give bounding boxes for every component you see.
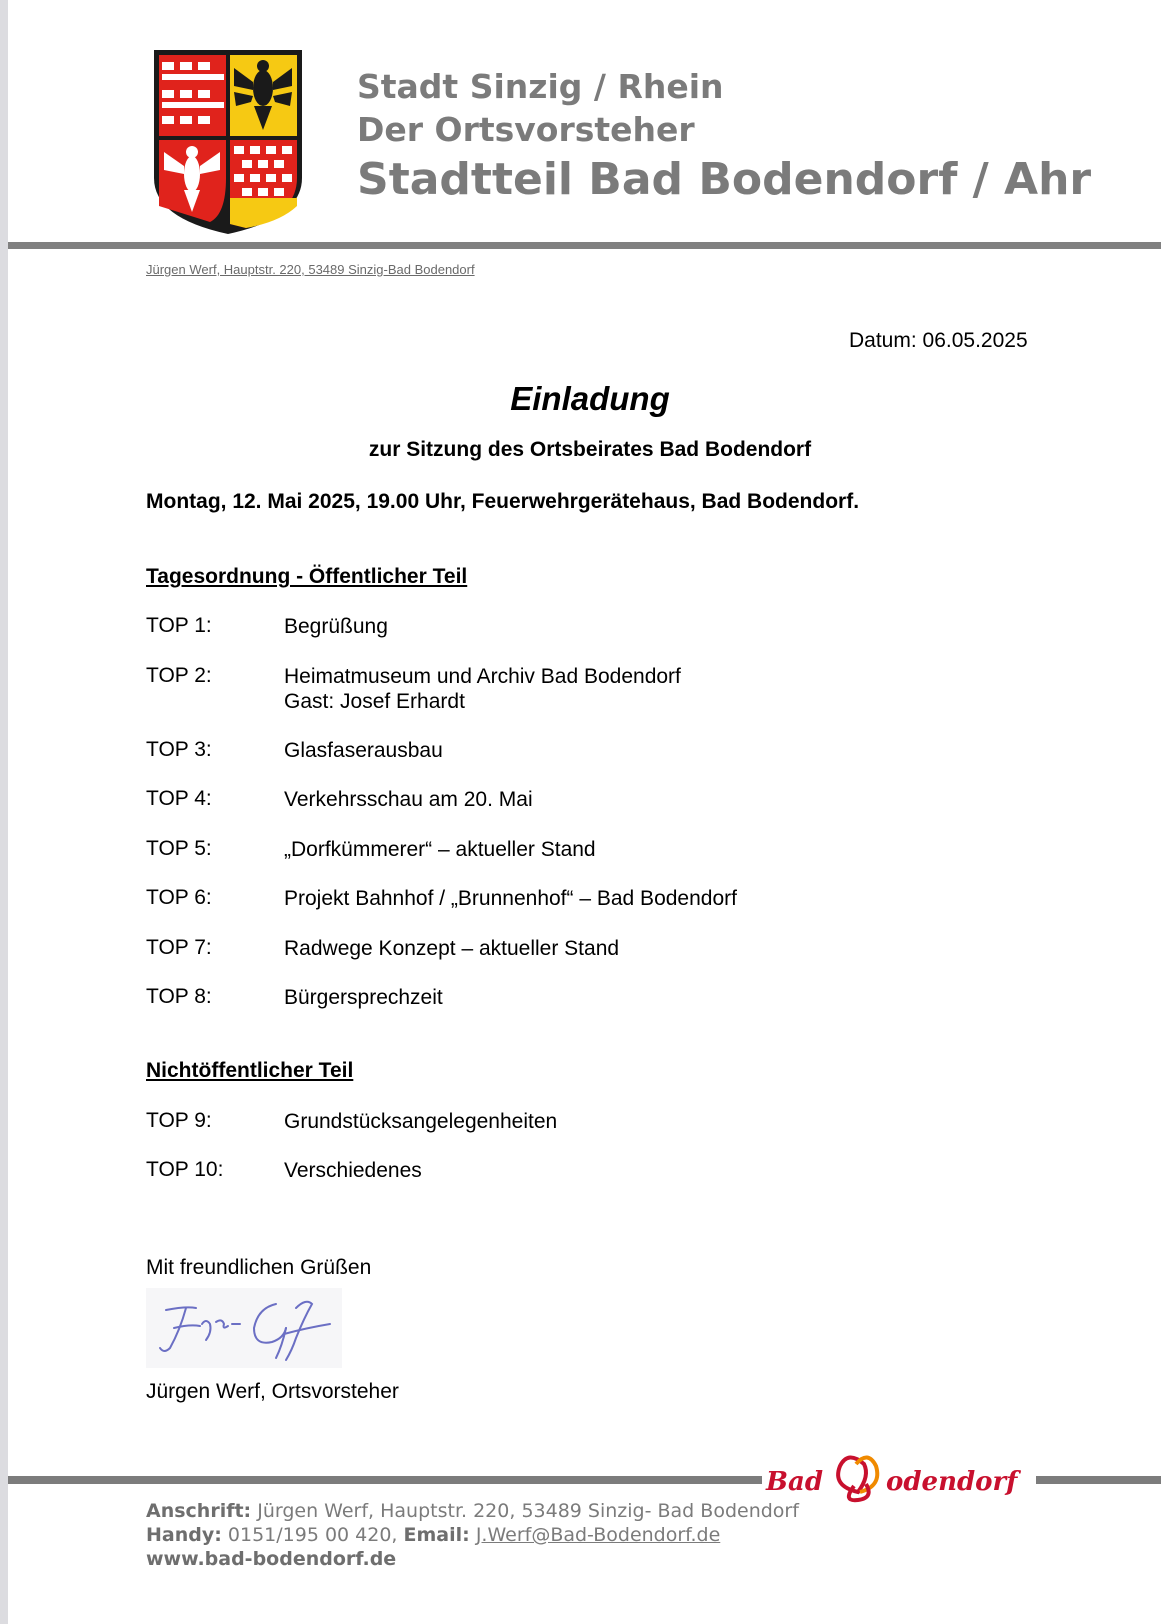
agenda-item-number: TOP 2: [146,664,212,687]
meeting-details: Montag, 12. Mai 2025, 19.00 Uhr, Feuerwehrgerätehaus, Bad Bodendorf. [146,490,860,513]
agenda-item-text: Verkehrsschau am 20. Mai [284,788,533,811]
agenda-item-number: TOP 8: [146,985,212,1008]
private-agenda-heading: Nichtöffentlicher Teil [146,1059,354,1082]
agenda-item-number: TOP 5: [146,837,212,860]
bad-bodendorf-logo [762,1446,1036,1506]
sender-address-line: Jürgen Werf, Hauptstr. 220, 53489 Sinzig-Bad Bodendorf [146,262,475,277]
letterhead-district: Stadtteil Bad Bodendorf / Ahr [357,154,1092,205]
footer-website [146,1548,396,1570]
agenda-item-number: TOP 4: [146,787,212,810]
coat-of-arms-icon [150,46,306,236]
agenda-item-text: Projekt Bahnhof / „Brunnenhof“ – Bad Bodendorf [284,887,737,910]
agenda-item-number: TOP 10: [146,1158,224,1181]
signer-name: Jürgen Werf, Ortsvorsteher [146,1380,399,1403]
page-edge [0,0,8,1624]
agenda-item-text: Heimatmuseum und Archiv Bad Bodendorf [284,665,681,688]
agenda-item-number: TOP 9: [146,1109,212,1132]
header-divider [8,242,1161,249]
letter-date: Datum: 06.05.2025 [849,329,1028,352]
agenda-item-number: TOP 3: [146,738,212,761]
footer-email-label: Email: [403,1524,470,1546]
closing-greeting: Mit freundlichen Grüßen [146,1256,372,1279]
agenda-item-text: Bürgersprechzeit [284,986,443,1009]
letterhead-office: Der Ortsvorsteher [357,110,695,149]
footer-address-text: Jürgen Werf, Hauptstr. 220, 53489 Sinzig- Bad Bodendorf [257,1500,799,1522]
footer-address [146,1500,799,1522]
svg-text:odendorf: odendorf [886,1467,1018,1497]
agenda-item-text: Begrüßung [284,615,388,638]
agenda-item-text: Verschiedenes [284,1159,422,1182]
agenda-item-text: Grundstücksangelegenheiten [284,1110,558,1133]
letter-subtitle: zur Sitzung des Ortsbeirates Bad Bodendorf [368,438,812,461]
agenda-item-number: TOP 1: [146,614,212,637]
letter-title: Einladung [510,380,670,417]
footer-phone-text: 0151/195 00 420, [227,1524,398,1546]
footer-phone-label: Handy: [146,1524,222,1546]
footer-contact [146,1524,720,1546]
footer-address-label: Anschrift: [146,1500,252,1522]
agenda-item-guest: Gast: Josef Erhardt [284,690,465,713]
agenda-item-text: Glasfaserausbau [284,739,443,762]
signature-image [146,1288,342,1368]
svg-text:Bad: Bad [766,1467,824,1497]
agenda-item-number: TOP 7: [146,936,212,959]
footer-email-link[interactable]: J.Werf@Bad-Bodendorf.de [475,1524,721,1546]
agenda-item-text: „Dorfkümmerer“ – aktueller Stand [284,838,596,861]
footer-website-link[interactable]: www.bad-bodendorf.de [146,1548,397,1570]
agenda-item-number: TOP 6: [146,886,212,909]
public-agenda-heading: Tagesordnung - Öffentlicher Teil [146,565,468,588]
letterhead-city: Stadt Sinzig / Rhein [357,67,724,106]
agenda-item-text: Radwege Konzept – aktueller Stand [284,937,620,960]
